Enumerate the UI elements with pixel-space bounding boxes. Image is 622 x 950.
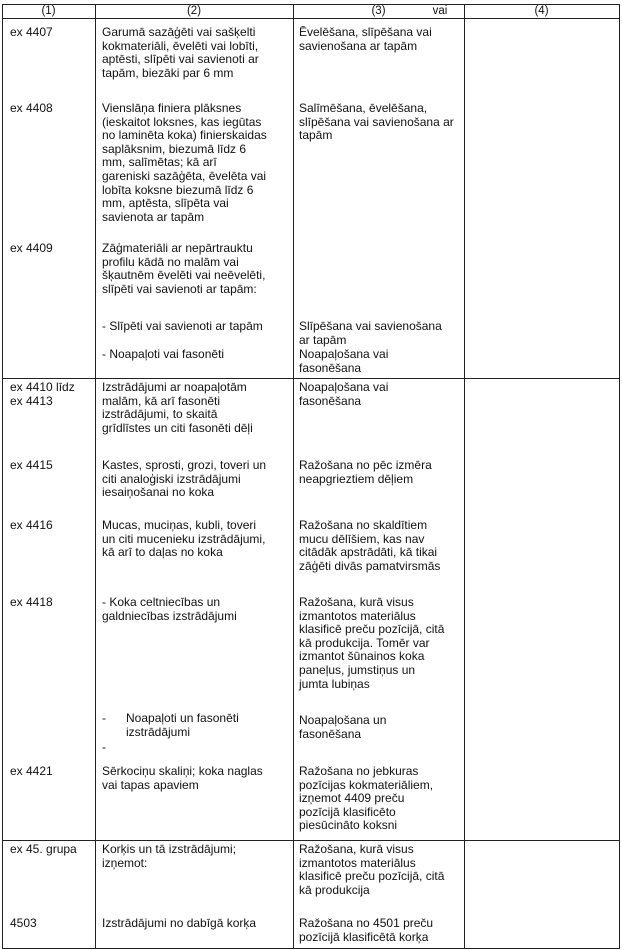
row-description: Noapaļoti un fasonēti — [126, 711, 239, 725]
header-col-4: (4) — [534, 5, 549, 17]
column-divider-1-2 — [95, 4, 96, 949]
row-working: izmantot šūnainos koka — [299, 649, 425, 664]
row-working: Salīmēšana, ēvelēšana, — [299, 101, 428, 115]
row-description: Kastes, sprosti, grozi, toveri un — [102, 458, 267, 472]
row-description: šķautnēm ēvelēti vai neēvelēti, — [102, 268, 266, 283]
row-working: Ražošana no jebkuras — [299, 764, 419, 778]
row-description: tapām, biezāki par 6 mm — [102, 65, 234, 80]
row-description: Korķis un tā izstrādājumi; — [102, 842, 237, 856]
row-working: zāģēti divās pamatvirsmās — [299, 558, 441, 573]
row-description: kokmateriāli, ēvelēti vai lobīti, — [102, 38, 259, 53]
row-description: savienota ar tapām — [102, 209, 205, 224]
row-working: Ražošana no skaldītiem — [299, 518, 428, 532]
row-description: (ieskaitot loksnes, kas iegūtas — [102, 114, 262, 129]
table-border-left — [2, 4, 3, 949]
row-description: iesaiņošanai no koka — [102, 485, 215, 500]
row-working: pozīcijas kokmateriāliem, — [299, 777, 434, 792]
row-working: izmantotos materiālus — [299, 855, 416, 870]
row-working: Noapaļošana vai — [299, 380, 389, 394]
row-description: - Koka celtniecības un — [102, 595, 221, 609]
row-working: klasificē preču pozīcijā, citā — [299, 869, 445, 884]
row-description: Zāģmateriāli ar nepārtrauktu — [102, 241, 253, 255]
row-working: paneļus, jumstiņus un — [299, 663, 416, 677]
table-border-right — [619, 4, 620, 949]
row-working: kā produkcija. Tomēr var — [299, 635, 430, 650]
row-working: Noapaļošana vai — [299, 347, 389, 361]
row-code: ex 4418 — [10, 595, 53, 609]
row-code: ex 45. grupa — [10, 842, 77, 856]
row-working: izmantotos materiālus — [299, 608, 416, 623]
row-description: Garumā sazāģēti vai sašķelti — [102, 25, 256, 39]
row-description: Mucas, muciņas, kubli, toveri — [102, 518, 257, 532]
row-working: Ražošana, kurā visus — [299, 842, 414, 856]
row-description: Izstrādājumi ar noapaļotām — [102, 380, 247, 394]
row-description: mm, salīmētas; kā arī — [102, 155, 217, 170]
row-working: Ēvelēšana, slīpēšana vai — [299, 25, 432, 39]
row-description: izņemot: — [102, 855, 148, 870]
row-description: - Noapaļoti vai fasonēti — [102, 347, 225, 361]
row-description: aptēsti, slīpēti vai savienoti ar — [102, 52, 259, 67]
row-description: - Slīpēti vai savienoti ar tapām — [102, 319, 263, 333]
row-description: saplāksnim, biezumā līdz 6 — [102, 141, 247, 156]
row-description: galdniecības izstrādājumi — [102, 608, 237, 623]
row-code: ex 4413 — [10, 393, 53, 408]
row-description: mm, aptēsta, slīpēta vai — [102, 196, 229, 211]
row-description: izstrādājumi, to skaitā — [102, 407, 218, 422]
row-description: Vienslāņa finiera plāksnes — [102, 101, 242, 115]
row-working: fasonēšana — [299, 393, 362, 408]
row-working: izņemot 4409 preču — [299, 791, 405, 806]
row-working: tapām — [299, 128, 333, 143]
row-working: savienošana ar tapām — [299, 38, 418, 53]
row-code: ex 4408 — [10, 101, 53, 115]
row-description: - — [102, 711, 106, 725]
column-divider-2-3 — [293, 4, 294, 949]
row-description: izstrādājumi — [126, 725, 191, 739]
row-working: neapgrieztiem dēļiem — [299, 471, 414, 486]
row-working: Ražošana no 4501 preču — [299, 916, 434, 930]
row-code: 4503 — [10, 916, 37, 930]
column-divider-3-4 — [464, 4, 465, 949]
row-working: fasonēšana — [299, 360, 362, 375]
row-working: Noapaļošana un — [299, 713, 387, 727]
row-description: citi analoģiski izstrādājumi — [102, 471, 241, 486]
row-working: Ražošana no pēc izmēra — [299, 458, 432, 472]
row-description: malām, kā arī fasonēti — [102, 393, 221, 408]
group-divider-1 — [2, 378, 620, 379]
row-code: ex 4407 — [10, 25, 53, 39]
row-description: Izstrādājumi no dabīgā korķa — [102, 916, 257, 930]
row-description: gareniski sazāģēta, ēvelēta vai — [102, 169, 267, 183]
row-code: ex 4415 — [10, 458, 53, 472]
row-description: profilu kādā no malām vai — [102, 254, 239, 269]
row-description: vai tapas apaviem — [102, 777, 199, 792]
row-description: grīdlīstes un citi fasonēti dēļi — [102, 420, 253, 435]
row-description: slīpēti vai savienoti ar tapām: — [102, 281, 257, 296]
header-col-2: (2) — [186, 5, 202, 17]
row-working: klasificē preču pozīcijā, citā — [299, 622, 445, 637]
row-code: ex 4410 līdz — [10, 380, 75, 394]
row-code: ex 4421 — [10, 764, 53, 778]
row-description: Sērkociņu skaliņi; koka naglas — [102, 764, 263, 778]
header-col-3: (3) — [371, 5, 386, 17]
row-working: ar tapām — [299, 332, 347, 347]
row-working: Ražošana, kurā visus — [299, 595, 414, 609]
header-divider — [2, 18, 620, 19]
row-description: un citi mucenieku izstrādājumi, — [102, 531, 266, 546]
row-working: pozīcijā klasificētā korķa — [299, 929, 429, 944]
row-working: citādāk apstrādāti, kā tikai — [299, 545, 438, 560]
row-working: fasonēšana — [299, 727, 362, 741]
row-description: - — [102, 740, 106, 754]
row-description: no laminēta koka) finierskaidas — [102, 128, 267, 143]
row-working: Slīpēšana vai savienošana — [299, 319, 442, 333]
row-working: pozīcijā klasificēto — [299, 804, 396, 819]
row-code: ex 4416 — [10, 518, 53, 532]
row-working: kā produkcija — [299, 882, 370, 897]
row-description: kā arī to daļas no koka — [102, 545, 223, 560]
row-working: slīpēšana vai savienošana ar — [299, 114, 454, 129]
header-vai: vai — [432, 5, 448, 17]
row-working: piesūcināto koksni — [299, 818, 398, 833]
row-code: ex 4409 — [10, 241, 53, 255]
row-working: mucu dēlīšiem, kas nav — [299, 531, 425, 546]
table-border-bottom — [2, 948, 620, 949]
row-working: jumta lubiņas — [299, 676, 370, 691]
group-divider-2 — [2, 840, 620, 841]
row-description: lobīta koksne biezumā līdz 6 — [102, 182, 254, 197]
header-col-1: (1) — [41, 5, 56, 17]
